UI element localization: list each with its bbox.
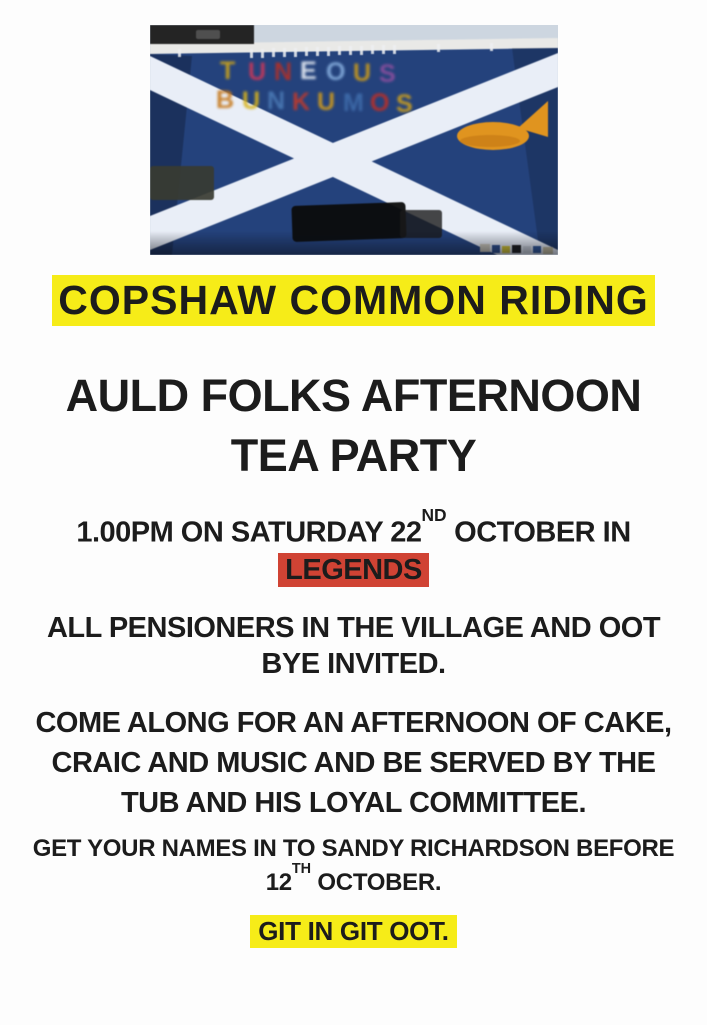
flag-letter: U [241,87,260,115]
flag-letter: M [342,89,364,117]
date-ordinal: ND [421,505,447,526]
flag-letter: O [325,58,345,86]
flag-photo [150,25,558,255]
flag-letter: N [266,87,285,115]
rsvp-date: 12 [265,868,292,896]
page-title: COPSHAW COMMON RIDING [52,275,654,326]
rsvp-line1: GET YOUR NAMES IN TO SANDY RICHARDSON BEFORE [32,834,675,862]
details-line1: COME ALONG FOR AN AFTERNOON OF CAKE, [35,706,672,739]
photo-bottom-shadow [150,231,558,255]
invitation-line1: ALL PENSIONERS IN THE VILLAGE AND OOT [46,611,661,644]
flag-letter: O [369,89,389,117]
event-datetime-post: OCTOBER IN [446,516,631,549]
rsvp-month: OCTOBER. [311,868,442,896]
photo-content [150,25,558,255]
invitation-line2: BYE INVITED. [261,647,446,680]
flag-letter: S [395,90,413,118]
venue-row [0,553,707,587]
slogan-row [0,915,707,948]
rsvp-date-ordinal: TH [291,860,312,877]
event-heading-line2: TEA PARTY [230,430,477,481]
flag-letter: E [299,57,317,85]
event-heading-line1: AULD FOLKS AFTERNOON [65,370,642,421]
details-text [0,703,707,823]
flag-letter: N [273,58,292,86]
title-row [0,275,707,326]
event-datetime-pre: 1.00PM ON SATURDAY 22 [76,516,422,549]
event-heading [0,366,707,486]
slogan: GIT IN GIT OOT. [250,915,457,948]
rsvp-text [0,835,707,897]
flag-letter: S [378,60,396,88]
rsvp-line2 [0,860,707,897]
flag-letter: T [219,57,235,85]
flag-letter: U [316,88,335,116]
flag-letter: B [215,86,234,114]
invitation-text [0,610,707,682]
flag-photo-image [150,25,558,255]
flag-letter: U [247,58,266,86]
venue-name: LEGENDS [278,553,429,587]
flag-letter: K [291,88,310,116]
event-datetime [0,505,707,550]
dark-bar-artifact [150,25,254,44]
flyer-page [0,25,707,1025]
flag-letter: U [352,59,371,87]
details-line3: TUB AND HIS LOYAL COMMITTEE. [120,786,587,819]
details-line2: CRAIC AND MUSIC AND BE SERVED BY THE [51,746,656,779]
dark-patch-left [150,166,214,200]
